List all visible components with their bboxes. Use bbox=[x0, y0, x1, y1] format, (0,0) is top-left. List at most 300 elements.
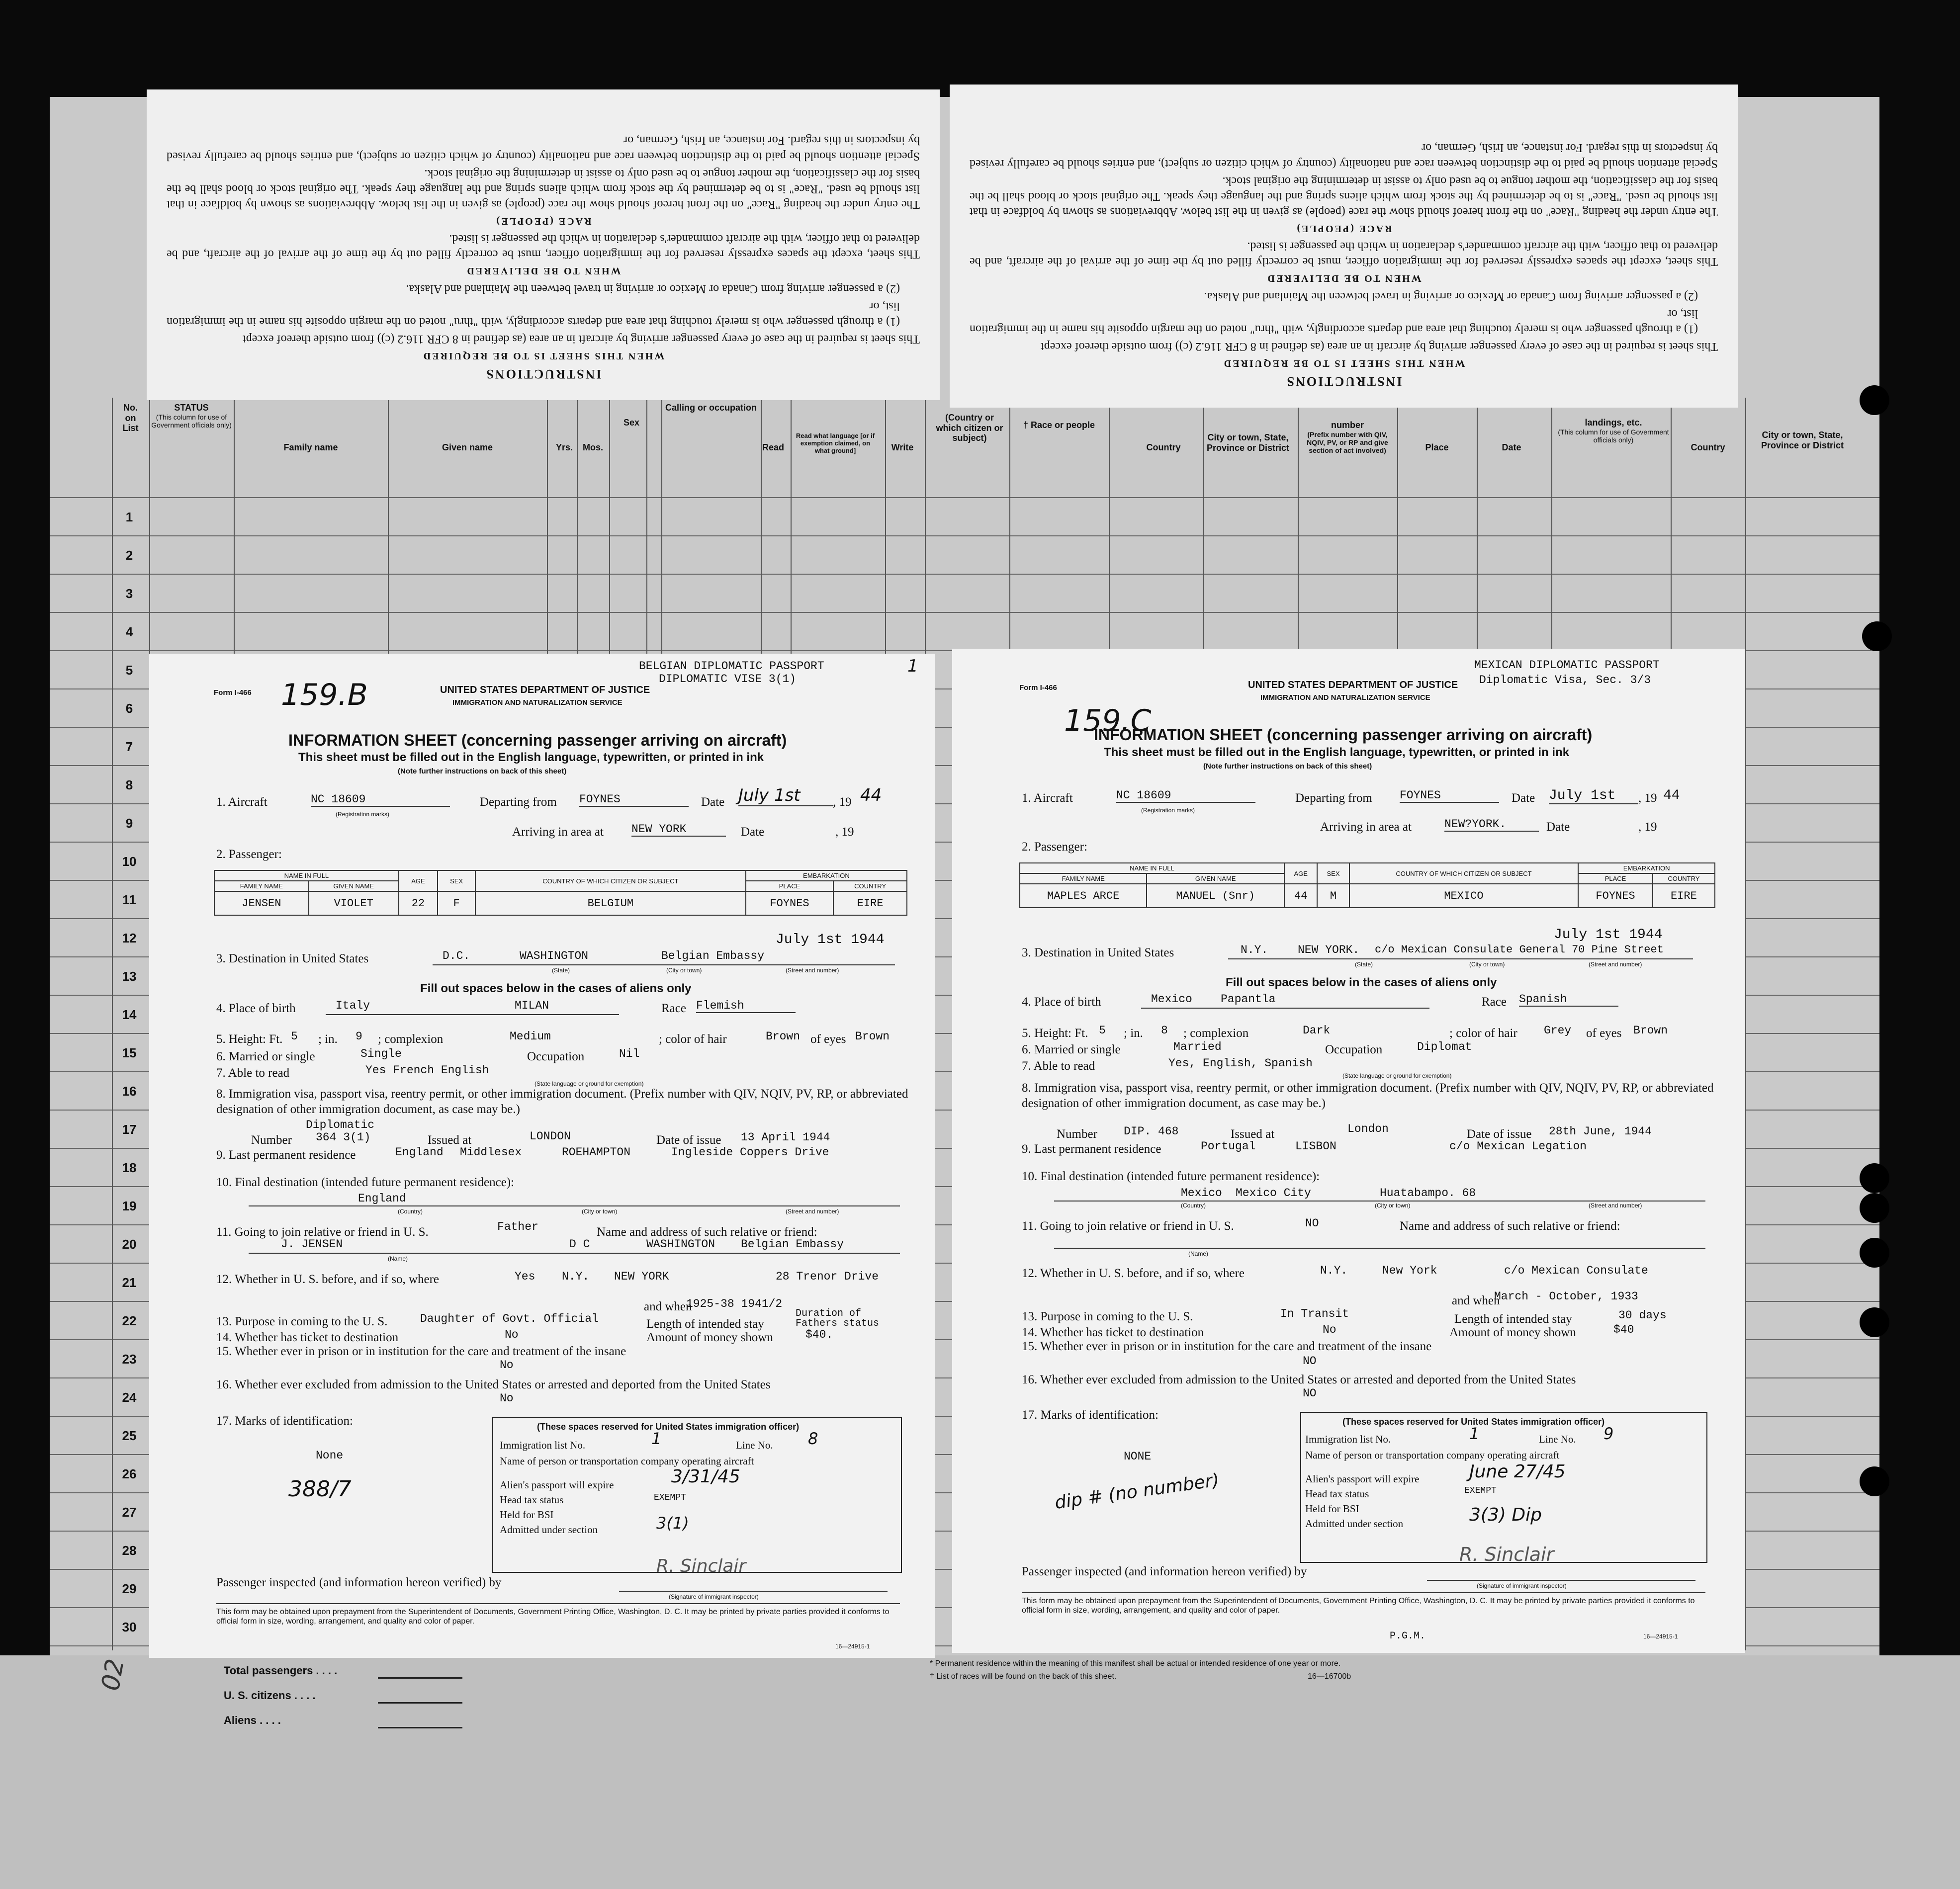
join-name: J. JENSEN bbox=[281, 1238, 343, 1251]
join-name-label: Name and address of such relative or friend: bbox=[597, 1225, 817, 1239]
complexion-label: ; complexion bbox=[378, 1032, 444, 1046]
header-write: Write bbox=[891, 442, 914, 452]
race-label: Race bbox=[1482, 995, 1507, 1009]
marks-value: None bbox=[316, 1449, 344, 1462]
city-caption: (City or town) bbox=[1469, 961, 1505, 968]
footer-rule bbox=[1022, 1592, 1705, 1593]
birth-line bbox=[326, 1014, 619, 1015]
age-value: 22 bbox=[399, 891, 438, 915]
service-title: IMMIGRATION AND NATURALIZATION SERVICE bbox=[452, 698, 623, 707]
visa-note: DIPLOMATIC VISE 3(1) bbox=[659, 673, 797, 686]
age-header: AGE bbox=[399, 870, 438, 891]
dest-street: Belgian Embassy bbox=[661, 949, 765, 962]
marks-handwriting: 388/7 bbox=[288, 1476, 352, 1502]
excluded-label: 16. Whether ever excluded from admission to the United States or arrested and deported from the United States bbox=[1022, 1373, 1576, 1386]
last-res-state: Middlesex bbox=[460, 1146, 522, 1159]
punch-hole bbox=[1860, 1238, 1889, 1268]
complexion-value: Dark bbox=[1303, 1024, 1331, 1037]
passport-note: MEXICAN DIPLOMATIC PASSPORT bbox=[1474, 659, 1660, 672]
header-landings bbox=[1556, 418, 1671, 444]
destination-line bbox=[1228, 958, 1693, 959]
corner-mark: 1 bbox=[907, 656, 918, 676]
footer-rule bbox=[216, 1603, 900, 1604]
header-landings-title: landings, etc. bbox=[1585, 418, 1642, 428]
hair-value: Brown bbox=[766, 1030, 801, 1043]
passport-expire-label: Alien's passport will expire bbox=[500, 1479, 614, 1491]
form-title: INFORMATION SHEET (concerning passenger arriving on aircraft) bbox=[288, 731, 787, 749]
sex-value: F bbox=[438, 891, 475, 915]
arriving-value: NEW YORK bbox=[631, 823, 726, 837]
transport-label: Name of person or transportation company operating aircraft bbox=[1305, 1449, 1560, 1461]
gpo-footer: This form may be obtained upon prepayment from the Superintendent of Documents, Government Printing Office, Washington, D. C. It may be printed by private parties provided it conforms to official form in size, wording, arrangement, and quality and color of paper. bbox=[216, 1608, 890, 1626]
final-country: Mexico bbox=[1181, 1187, 1222, 1200]
manifest-row-line bbox=[50, 612, 1879, 613]
header-city-2: City or town, State, Province or District bbox=[1761, 430, 1844, 450]
occupation-value: Diplomat bbox=[1417, 1040, 1472, 1053]
header-country-2: Country bbox=[1691, 442, 1725, 452]
passport-note: BELGIAN DIPLOMATIC PASSPORT bbox=[639, 660, 824, 673]
year-label: , 19 bbox=[1638, 791, 1657, 805]
manifest-row-number: 28 bbox=[122, 1543, 137, 1558]
arriving-label: Arriving in area at bbox=[512, 825, 604, 839]
prison-label: 15. Whether ever in prison or in institution for the care and treatment of the insane bbox=[1022, 1340, 1432, 1353]
line-no-value: 8 bbox=[808, 1429, 818, 1448]
dest-state: D.C. bbox=[443, 949, 470, 962]
birth-city: MILAN bbox=[515, 999, 549, 1012]
instructions-deliver-heading: WHEN TO BE DELIVERED bbox=[1266, 273, 1422, 284]
inch-label: ; in. bbox=[318, 1032, 338, 1046]
eyes-value: Brown bbox=[1633, 1024, 1668, 1037]
manifest-row-number: 27 bbox=[122, 1505, 137, 1520]
signature-line bbox=[619, 1591, 888, 1592]
department-title: UNITED STATES DEPARTMENT OF JUSTICE bbox=[1248, 680, 1458, 690]
final-destination-label: 10. Final destination (intended future permanent residence): bbox=[1022, 1170, 1320, 1183]
inspector-signature: R. Sinclair bbox=[1459, 1544, 1554, 1565]
manifest-row-number: 20 bbox=[122, 1237, 137, 1252]
manifest-row-number: 22 bbox=[122, 1313, 137, 1328]
manifest-row-number: 24 bbox=[122, 1390, 137, 1405]
height-in: 9 bbox=[356, 1030, 362, 1043]
total-passengers-label: Total passengers . . . . bbox=[224, 1664, 338, 1677]
total-line-1 bbox=[378, 1677, 462, 1679]
instructions-race-text-2: Special attention should be paid to the distinction between race and nationality (country of which citizen or subject), and entries should be carefully revised by inspectors in this regard. For instance, an Irish, German, or bbox=[167, 134, 920, 163]
header-sex: Sex bbox=[623, 418, 640, 428]
instructions-when-heading: WHEN THIS SHEET IS TO BE REQUIRED bbox=[422, 350, 665, 362]
citizen-header: COUNTRY OF WHICH CITIZEN OR SUBJECT bbox=[475, 870, 746, 891]
birth-city: Papantla bbox=[1221, 993, 1276, 1006]
stay-value: Duration of Fathers status bbox=[796, 1308, 880, 1329]
header-family-name: Family name bbox=[283, 442, 338, 452]
purpose-value: In Transit bbox=[1280, 1307, 1349, 1320]
instructions-race-heading: RACE (PEOPLE) bbox=[495, 216, 592, 227]
name-in-full-header: NAME IN FULL bbox=[214, 870, 399, 881]
money-label: Amount of money shown bbox=[646, 1331, 773, 1344]
ticket-label: 14. Whether has ticket to destination bbox=[1022, 1326, 1204, 1339]
read-label: 7. Able to read bbox=[216, 1066, 290, 1080]
birth-label: 4. Place of birth bbox=[216, 1002, 296, 1015]
purpose-label: 13. Purpose in coming to the U. S. bbox=[216, 1315, 388, 1328]
arrival-date-typed: July 1st 1944 bbox=[776, 932, 885, 947]
hair-label: ; color of hair bbox=[659, 1032, 727, 1046]
head-tax-label: Head tax status bbox=[500, 1494, 564, 1506]
passenger-label: 2. Passenger: bbox=[1022, 840, 1087, 854]
manifest-row-number: 17 bbox=[122, 1122, 137, 1137]
transport-label: Name of person or transportation company operating aircraft bbox=[500, 1455, 754, 1467]
join-label: 11. Going to join relative or friend in U. S. bbox=[216, 1225, 429, 1239]
marks-label: 17. Marks of identification: bbox=[216, 1414, 353, 1428]
city-caption: (City or town) bbox=[582, 1208, 618, 1215]
emb-place-value: FOYNES bbox=[1578, 884, 1653, 908]
purpose-label: 13. Purpose in coming to the U. S. bbox=[1022, 1310, 1193, 1323]
instructions-item-1: (1) a through passenger who is merely touching that area and departs accordingly, with "thru" noted on the margin opposite his name in the immigration list, or bbox=[970, 307, 1698, 336]
street-caption: (Street and number) bbox=[1589, 1202, 1642, 1209]
manifest-row-line bbox=[50, 497, 1879, 498]
country-header: COUNTRY bbox=[833, 881, 907, 891]
departure-date: July 1st bbox=[1549, 788, 1638, 804]
admitted-value: 3(1) bbox=[656, 1514, 689, 1533]
instructions-deliver-text: This sheet, except the spaces expressly reserved for the immigration officer, must be correctly filled out by the time of the arrival of the aircraft, and be delivered to that officer, with the aircraft commander's declaration in which the passenger is listed. bbox=[970, 240, 1718, 268]
manifest-row-number: 16 bbox=[122, 1084, 137, 1099]
final-street: Huatabampo. 68 bbox=[1380, 1187, 1476, 1200]
complexion-value: Medium bbox=[510, 1030, 551, 1043]
form-subtitle: This sheet must be filled out in the English language, typewritten, or printed in ink bbox=[298, 751, 764, 764]
instructions-item-2: (2) a passenger arriving from Canada or Mexico or arriving in travel between the Mainland and Alaska. bbox=[406, 282, 900, 295]
date-label: Date bbox=[1512, 791, 1535, 805]
instructions-race-heading: RACE (PEOPLE) bbox=[1295, 223, 1392, 235]
city-caption: (City or town) bbox=[1375, 1202, 1411, 1209]
header-status-note: (This column for use of Government officials only) bbox=[151, 413, 232, 429]
money-label: Amount of money shown bbox=[1449, 1326, 1576, 1339]
arrival-date-typed: July 1st 1944 bbox=[1554, 927, 1663, 943]
birth-country: Mexico bbox=[1151, 993, 1192, 1006]
language-caption: (State language or ground for exemption) bbox=[1342, 1072, 1452, 1079]
manifest-row-number: 8 bbox=[125, 777, 133, 792]
married-value: Single bbox=[360, 1047, 402, 1060]
punch-hole bbox=[1860, 1193, 1889, 1223]
last-residence-label: 9. Last permanent residence bbox=[216, 1148, 356, 1162]
header-no-on-list: No. on List bbox=[122, 403, 139, 433]
form-subtitle: This sheet must be filled out in the English language, typewritten, or printed in ink bbox=[1104, 746, 1570, 759]
bsi-label: Held for BSI bbox=[500, 1509, 554, 1521]
citizen-value: MEXICO bbox=[1349, 884, 1579, 908]
information-sheet-mexican bbox=[952, 649, 1745, 1653]
before-city: NEW YORK bbox=[614, 1270, 669, 1283]
read-value: Yes French English bbox=[365, 1064, 489, 1077]
manifest-row-number: 6 bbox=[125, 701, 133, 716]
emb-place-value: FOYNES bbox=[746, 891, 833, 915]
citizen-value: BELGIUM bbox=[475, 891, 746, 915]
purpose-value: Daughter of Govt. Official bbox=[420, 1312, 599, 1325]
punch-hole bbox=[1860, 1307, 1889, 1337]
dest-street: c/o Mexican Consulate General 70 Pine Street bbox=[1375, 944, 1664, 956]
prison-label: 15. Whether ever in prison or in institution for the care and treatment of the insane bbox=[216, 1345, 626, 1358]
inch-label: ; in. bbox=[1124, 1027, 1143, 1040]
document-number: DIP. 468 bbox=[1124, 1125, 1179, 1138]
header-mos: Mos. bbox=[582, 442, 603, 452]
eyes-label: of eyes bbox=[810, 1032, 846, 1046]
marks-handwriting: dip # (no number) bbox=[1053, 1469, 1221, 1514]
information-sheet-belgian bbox=[149, 654, 935, 1658]
join-city: WASHINGTON bbox=[646, 1238, 715, 1251]
arrival-year-label: , 19 bbox=[835, 825, 854, 839]
departing-value: FOYNES bbox=[1400, 789, 1499, 803]
header-country: Country bbox=[1146, 442, 1181, 452]
manifest-row-number: 14 bbox=[122, 1007, 137, 1022]
date-of-issue-value: 28th June, 1944 bbox=[1549, 1125, 1652, 1138]
manifest-row-number: 3 bbox=[125, 586, 133, 601]
header-landings-note: (This column for use of Government officials only) bbox=[1558, 428, 1669, 444]
header-read: Read bbox=[762, 442, 784, 452]
last-res-country: England bbox=[395, 1146, 444, 1159]
instructions-item-1: (1) a through passenger who is merely touching that area and departs accordingly, with "thru" noted on the margin opposite his name in the immigration list, or bbox=[167, 299, 900, 329]
destination-line bbox=[433, 964, 895, 965]
race-value: Spanish bbox=[1519, 993, 1618, 1007]
passport-expire-value: June 27/45 bbox=[1469, 1461, 1566, 1482]
aliens-label: Aliens . . . . bbox=[224, 1714, 281, 1726]
issued-at-value: LONDON bbox=[530, 1130, 571, 1143]
money-value: $40 bbox=[1613, 1323, 1634, 1336]
ticket-label: 14. Whether has ticket to destination bbox=[216, 1331, 399, 1344]
header-number-title: number bbox=[1331, 420, 1364, 430]
departure-year: 44 bbox=[1663, 788, 1680, 803]
married-label: 6. Married or single bbox=[1022, 1043, 1121, 1056]
instructions-when-text: This sheet is required in the case of every passenger arriving by aircraft in an area (as defined in 8 CFR 116.2 (c)) from outside thereof except bbox=[243, 333, 920, 346]
aircraft-label: 1. Aircraft bbox=[216, 795, 267, 809]
form-note: (Note further instructions on back of this sheet) bbox=[398, 767, 567, 775]
manifest-row-number: 4 bbox=[125, 624, 133, 639]
occupation-label: Occupation bbox=[527, 1050, 585, 1063]
final-city: Mexico City bbox=[1236, 1187, 1311, 1200]
head-tax-value: EXEMPT bbox=[654, 1493, 686, 1503]
gpo-footer: This form may be obtained upon prepayment from the Superintendent of Documents, Government Printing Office, Washington, D. C. It may be printed by private parties provided it conforms to official form in size, wording, arrangement, and quality and color of paper. bbox=[1022, 1597, 1695, 1615]
visa-label: 8. Immigration visa, passport visa, reentry permit, or other immigration document. (Prefix number with QIV, NQIV, PV, RP, or abbreviated designation of other immigration document, as case may be.) bbox=[216, 1087, 908, 1116]
before-street: c/o Mexican Consulate bbox=[1504, 1264, 1648, 1277]
join-state: D C bbox=[569, 1238, 590, 1251]
street-caption: (Street and number) bbox=[786, 967, 839, 974]
admitted-value: 3(3) Dip bbox=[1469, 1505, 1542, 1525]
family-name-value: JENSEN bbox=[214, 891, 309, 915]
department-title: UNITED STATES DEPARTMENT OF JUSTICE bbox=[440, 685, 650, 695]
read-value: Yes, English, Spanish bbox=[1168, 1057, 1313, 1070]
aliens-only-heading: Fill out spaces below in the cases of aliens only bbox=[1226, 976, 1497, 989]
before-label: 12. Whether in U. S. before, and if so, where bbox=[216, 1273, 440, 1286]
line-no-value: 9 bbox=[1604, 1424, 1614, 1443]
initials: P.G.M. bbox=[1390, 1631, 1426, 1642]
header-read-lang: Read what language [or if exemption claimed, on what ground] bbox=[796, 432, 875, 454]
stay-label: Length of intended stay bbox=[1454, 1312, 1572, 1326]
last-res-street: c/o Mexican Legation bbox=[1449, 1140, 1587, 1153]
form-code: 16—24915-1 bbox=[1643, 1633, 1678, 1640]
height-label: 5. Height: Ft. bbox=[1022, 1027, 1088, 1040]
married-label: 6. Married or single bbox=[216, 1050, 315, 1063]
place-header: PLACE bbox=[746, 881, 833, 891]
manifest-row-number: 12 bbox=[122, 931, 137, 945]
instructions-heading: INSTRUCTIONS bbox=[1285, 374, 1402, 389]
admitted-label: Admitted under section bbox=[1305, 1518, 1404, 1530]
head-tax-label: Head tax status bbox=[1305, 1488, 1369, 1500]
date-label: Date bbox=[701, 795, 725, 809]
form-number: Form I-466 bbox=[214, 688, 252, 697]
date-of-issue-value: 13 April 1944 bbox=[741, 1131, 830, 1144]
embarkation-header: EMBARKATION bbox=[746, 870, 907, 881]
punch-hole bbox=[1860, 385, 1889, 415]
instructions-heading: INSTRUCTIONS bbox=[485, 367, 602, 381]
form-code: 16—24915-1 bbox=[835, 1643, 870, 1650]
citizen-header: COUNTRY OF WHICH CITIZEN OR SUBJECT bbox=[1349, 863, 1579, 884]
manifest-row-number: 26 bbox=[122, 1466, 137, 1481]
bsi-label: Held for BSI bbox=[1305, 1503, 1359, 1515]
departure-year: 44 bbox=[860, 785, 882, 805]
prison-value: No bbox=[500, 1359, 514, 1372]
list-no-label: Immigration list No. bbox=[500, 1439, 586, 1451]
list-no-value: 1 bbox=[1469, 1424, 1480, 1443]
sex-header: SEX bbox=[438, 870, 475, 891]
instructions-sheet-right bbox=[950, 85, 1738, 408]
footnote-residence: * Permanent residence within the meaning of this manifest shall be actual or intended residence of one year or more. bbox=[930, 1659, 1341, 1668]
complexion-label: ; complexion bbox=[1183, 1027, 1249, 1040]
eyes-value: Brown bbox=[855, 1030, 890, 1043]
state-caption: (State) bbox=[1355, 961, 1373, 968]
race-value: Flemish bbox=[696, 999, 796, 1013]
line-no-label: Line No. bbox=[1539, 1433, 1576, 1445]
handwritten-id: 159.C bbox=[1064, 703, 1152, 738]
name-caption: (Name) bbox=[388, 1255, 408, 1262]
family-name-header: FAMILY NAME bbox=[214, 881, 309, 891]
family-name-header: FAMILY NAME bbox=[1020, 873, 1147, 884]
list-no-value: 1 bbox=[651, 1429, 662, 1448]
manifest-row-line bbox=[50, 574, 1879, 575]
manifest-column-line bbox=[1745, 398, 1746, 1650]
manifest-row-number: 19 bbox=[122, 1199, 137, 1213]
excluded-label: 16. Whether ever excluded from admission to the United States or arrested and deported from the United States bbox=[216, 1378, 771, 1391]
form-title: INFORMATION SHEET (concerning passenger arriving on aircraft) bbox=[1094, 726, 1593, 744]
officer-box-heading: (These spaces reserved for United States immigration officer) bbox=[1342, 1417, 1605, 1427]
manifest-column-line bbox=[112, 398, 113, 1650]
instructions-when-heading: WHEN THIS SHEET IS TO BE REQUIRED bbox=[1222, 358, 1465, 369]
manifest-row-number: 1 bbox=[125, 510, 133, 524]
aircraft-label: 1. Aircraft bbox=[1022, 791, 1073, 805]
header-date: Date bbox=[1502, 442, 1521, 452]
family-name-value: MAPLES ARCE bbox=[1020, 884, 1147, 908]
last-res-city: LISBON bbox=[1295, 1140, 1336, 1153]
when-value: 1925-38 1941/2 bbox=[686, 1297, 783, 1310]
language-caption: (State language or ground for exemption) bbox=[535, 1080, 644, 1087]
officer-box-heading: (These spaces reserved for United States immigration officer) bbox=[537, 1422, 800, 1432]
prison-value: NO bbox=[1303, 1355, 1317, 1368]
sex-header: SEX bbox=[1317, 863, 1349, 884]
manifest-footer bbox=[0, 1655, 1960, 1889]
inspector-signature: R. Sinclair bbox=[656, 1556, 746, 1576]
manifest-row-number: 29 bbox=[122, 1581, 137, 1596]
arrival-date-label: Date bbox=[1546, 820, 1570, 834]
dest-city: WASHINGTON bbox=[520, 949, 589, 962]
emb-country-value: EIRE bbox=[1653, 884, 1715, 908]
final-destination-line bbox=[249, 1205, 900, 1206]
arrival-date-label: Date bbox=[741, 825, 765, 839]
passport-expire-label: Alien's passport will expire bbox=[1305, 1473, 1420, 1485]
join-relation: NO bbox=[1305, 1217, 1319, 1230]
header-status-title: STATUS bbox=[174, 403, 209, 413]
header-given-name: Given name bbox=[442, 442, 493, 452]
passenger-label: 2. Passenger: bbox=[216, 848, 282, 861]
manifest-row-number: 21 bbox=[122, 1275, 137, 1290]
aliens-only-heading: Fill out spaces below in the cases of aliens only bbox=[420, 982, 692, 995]
line-no-label: Line No. bbox=[736, 1439, 773, 1451]
header-number-note: (Prefix number with QIV, NQIV, PV, or RP and give section of act involved) bbox=[1307, 430, 1388, 454]
age-header: AGE bbox=[1284, 863, 1318, 884]
birth-country: Italy bbox=[336, 999, 370, 1012]
before-street: 28 Trenor Drive bbox=[776, 1270, 879, 1283]
manifest-row-number: 15 bbox=[122, 1045, 137, 1060]
marks-value: NONE bbox=[1124, 1450, 1152, 1463]
departing-label: Departing from bbox=[1295, 791, 1372, 805]
hair-label: ; color of hair bbox=[1449, 1027, 1517, 1040]
when-label: and when bbox=[1452, 1294, 1500, 1307]
last-res-country: Portugal bbox=[1201, 1140, 1256, 1153]
join-label: 11. Going to join relative or friend in U. S. bbox=[1022, 1219, 1234, 1233]
stay-value: 30 days bbox=[1618, 1309, 1667, 1322]
arriving-value: NEW?YORK. bbox=[1444, 818, 1539, 832]
final-destination-line bbox=[1054, 1201, 1705, 1202]
state-caption: (State) bbox=[552, 967, 570, 974]
manifest-row-number: 5 bbox=[125, 663, 133, 678]
destination-label: 3. Destination in United States bbox=[216, 952, 369, 965]
hair-value: Grey bbox=[1544, 1024, 1572, 1037]
embarkation-header: EMBARKATION bbox=[1578, 863, 1715, 873]
passport-expire-value: 3/31/45 bbox=[671, 1466, 740, 1487]
instructions-race-text-2: Special attention should be paid to the distinction between race and nationality (country of which citizen or subject), and entries should be carefully revised by inspectors in this regard. For instance, an Irish, German, or bbox=[970, 141, 1718, 170]
country-header: COUNTRY bbox=[1653, 873, 1715, 884]
birth-label: 4. Place of birth bbox=[1022, 995, 1101, 1009]
issued-at-label: Issued at bbox=[1231, 1127, 1275, 1141]
aircraft-value: NC 18609 bbox=[1116, 789, 1255, 803]
departure-date: July 1st bbox=[738, 785, 833, 806]
married-value: Married bbox=[1173, 1040, 1222, 1053]
instructions-item-2: (2) a passenger arriving from Canada or Mexico or arriving in travel between the Mainland and Alaska. bbox=[1204, 289, 1698, 303]
date-of-issue-label: Date of issue bbox=[1467, 1127, 1532, 1141]
form-number: Form I-466 bbox=[1019, 684, 1057, 692]
admitted-label: Admitted under section bbox=[500, 1524, 598, 1536]
given-name-header: GIVEN NAME bbox=[309, 881, 399, 891]
final-country: England bbox=[358, 1192, 406, 1205]
passenger-table bbox=[1019, 862, 1715, 908]
height-ft: 5 bbox=[1099, 1024, 1106, 1037]
join-line bbox=[1054, 1248, 1705, 1249]
join-name-label: Name and address of such relative or friend: bbox=[1400, 1219, 1620, 1233]
before-city: New York bbox=[1382, 1264, 1437, 1277]
manifest-row-number: 11 bbox=[122, 892, 136, 907]
punch-hole bbox=[1860, 1163, 1889, 1193]
join-street: Belgian Embassy bbox=[741, 1238, 844, 1251]
total-line-3 bbox=[378, 1727, 462, 1728]
dest-city: NEW YORK. bbox=[1298, 944, 1360, 956]
instructions-race-text: The entry under the heading "Race" on the front hereof should show the race (people) as given in the list below. Abbreviations as shown by boldface in that list should be used. "Race" is to be determined by the stock from which aliens spring and the language they speak. The original stock or blood shall be the basis for the classification, the mother tongue to be used only to assist in determining the original stock. bbox=[970, 174, 1718, 219]
instructions-race-text: The entry under the heading "Race" on the front hereof should show the race (people) as given in the list below. Abbreviations as shown by boldface in that list should be used. "Race" is to be determined by the stock from which aliens spring and the language they speak. The original stock or blood shall be the basis for the classification, the mother tongue to be used only to assist in determining the original stock. bbox=[167, 167, 920, 211]
arrival-year-label: , 19 bbox=[1638, 820, 1657, 834]
final-destination-label: 10. Final destination (intended future permanent residence): bbox=[216, 1176, 515, 1189]
join-relation: Father bbox=[497, 1220, 538, 1233]
manifest-row-number: 2 bbox=[125, 548, 133, 563]
race-label: Race bbox=[661, 1002, 686, 1015]
manifest-row-number: 7 bbox=[125, 739, 133, 754]
last-residence-label: 9. Last permanent residence bbox=[1022, 1142, 1161, 1156]
inspected-label: Passenger inspected (and information hereon verified) by bbox=[1022, 1565, 1307, 1578]
excluded-value: No bbox=[500, 1392, 514, 1405]
when-label: and when bbox=[644, 1300, 692, 1313]
country-caption: (Country) bbox=[1181, 1202, 1206, 1209]
ticket-value: No bbox=[505, 1328, 519, 1341]
instructions-sheet-left bbox=[147, 89, 940, 400]
